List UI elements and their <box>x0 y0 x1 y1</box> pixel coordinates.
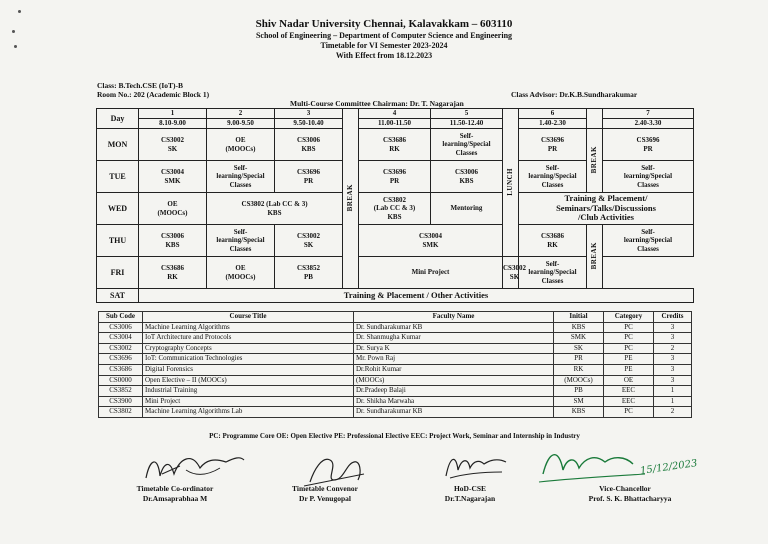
period-5: 5 <box>431 109 503 119</box>
day-tue: TUE <box>97 161 139 193</box>
timetable-grid <box>96 108 694 303</box>
thu-slot <box>359 225 503 257</box>
afternoon-break-label: BREAK <box>590 145 599 174</box>
cell-text: Mentoring <box>450 204 483 213</box>
cell-text: CS3802 (Lab CC & 3) KBS <box>241 200 308 217</box>
course-header-cell: Sub Code <box>99 312 143 323</box>
cell-text: Self- learning/Special Classes <box>442 132 491 157</box>
period-7: 7 <box>603 109 694 119</box>
mon-slot <box>431 129 503 161</box>
signature-hod <box>440 448 510 484</box>
course-cell: Dr. Shikha Marwaha <box>354 396 554 407</box>
course-cell: Dr. Sundharakumar KB <box>354 322 554 333</box>
morning-break <box>343 109 359 289</box>
cell-text: Self- learning/Special Classes <box>528 164 577 189</box>
day-thu: THU <box>97 225 139 257</box>
cell-text: Training & Placement/ Seminars/Talks/Discussions /Club Activities <box>556 192 656 223</box>
sat-activities: Training & Placement / Other Activities <box>139 289 694 303</box>
cell-text: CS3686 RK <box>161 264 184 281</box>
course-cell: PC <box>604 407 654 418</box>
course-header-cell: Credits <box>654 312 692 323</box>
course-cell: Dr. Sundharakumar KB <box>354 407 554 418</box>
mon-slot <box>275 129 343 161</box>
course-row <box>99 333 692 344</box>
tue-slot <box>431 161 503 193</box>
course-table <box>98 311 692 418</box>
course-header-cell: Course Title <box>143 312 354 323</box>
tue-slot <box>207 161 275 193</box>
course-cell: Industrial Training <box>143 386 354 397</box>
time-4: 11.00-11.50 <box>359 119 431 129</box>
fri-slot <box>207 257 275 289</box>
time-7: 2.40-3.30 <box>603 119 694 129</box>
coordinator-name: Dr.Amsaprabhaa M <box>142 494 208 503</box>
fri-slot <box>275 257 343 289</box>
course-row <box>99 386 692 397</box>
course-row <box>99 354 692 365</box>
fri-slot <box>139 257 207 289</box>
course-cell: 1 <box>654 386 692 397</box>
wed-slot <box>207 193 343 225</box>
signature-coordinator <box>140 448 250 488</box>
school-title: School of Engineering – Department of Computer Science and Engineering <box>255 31 513 40</box>
course-cell: Dr. Shanmugha Kumar <box>354 333 554 344</box>
class-label: Class: B.Tech.CSE (IoT)-B <box>97 81 183 90</box>
thu-slot <box>275 225 343 257</box>
course-cell: Dr. Surya K <box>354 343 554 354</box>
vc-name: Prof. S. K. Bhattacharyya <box>588 494 672 503</box>
period-1: 1 <box>139 109 207 119</box>
mon-slot <box>359 129 431 161</box>
coordinator-role: Timetable Co-ordinator <box>136 484 214 493</box>
course-cell: OE <box>604 375 654 386</box>
thu-slot <box>207 225 275 257</box>
day-mon: MON <box>97 129 139 161</box>
course-row <box>99 396 692 407</box>
cell-text: Self- learning/Special Classes <box>216 228 265 253</box>
course-header-cell: Faculty Name <box>354 312 554 323</box>
course-cell: 3 <box>654 333 692 344</box>
time-6: 1.40-2.30 <box>519 119 587 129</box>
course-cell: CS3852 <box>99 386 143 397</box>
course-cell: CS3006 <box>99 322 143 333</box>
cell-text: CS3002 SK <box>297 232 320 249</box>
cell-text: CS3696 PR <box>541 136 564 153</box>
period-3: 3 <box>275 109 343 119</box>
mon-slot <box>519 129 587 161</box>
course-cell: PC <box>604 343 654 354</box>
fri-slot <box>519 257 587 289</box>
cell-text: Mini Project <box>411 268 450 277</box>
course-cell: CS3686 <box>99 364 143 375</box>
course-cell: EEC <box>604 386 654 397</box>
time-1: 8.10-9.00 <box>139 119 207 129</box>
course-cell: CS3002 <box>99 343 143 354</box>
course-cell: PE <box>604 364 654 375</box>
cell-text: OE (MOOCs) <box>225 136 256 153</box>
cell-text: CS3686 RK <box>383 136 406 153</box>
lunch-label: LUNCH <box>506 167 515 196</box>
course-cell: RK <box>554 364 604 375</box>
afternoon-break-top <box>587 109 603 129</box>
course-cell: 3 <box>654 354 692 365</box>
wed-slot <box>139 193 207 225</box>
cell-text: OE (MOOCs) <box>225 264 256 281</box>
tue-slot <box>359 161 431 193</box>
course-cell: 3 <box>654 322 692 333</box>
cell-text: CS3696 PR <box>636 136 660 153</box>
cell-text: Self- learning/Special Classes <box>216 164 265 189</box>
vc-role: Vice-Chancellor <box>599 484 651 493</box>
course-cell: 2 <box>654 407 692 418</box>
vc-sign-date: 15/12/2023 <box>639 458 699 477</box>
thu-slot <box>139 225 207 257</box>
course-cell: Machine Learning Algorithms <box>143 322 354 333</box>
course-cell: Mr. Pown Raj <box>354 354 554 365</box>
class-advisor: Class Advisor: Dr.K.B.Sundharakumar <box>511 90 638 99</box>
course-cell: EEC <box>604 396 654 407</box>
committee-chairman: Multi-Course Committee Chairman: Dr. T. Nagarajan <box>290 99 464 108</box>
cell-text: Self- learning/Special Classes <box>623 228 673 253</box>
category-legend: PC: Programme Core OE: Open Elective PE: Professional Elective EEC: Project Work, Seminar and Internship in Industry <box>209 432 580 440</box>
day-wed: WED <box>97 193 139 225</box>
university-title: Shiv Nadar University Chennai, Kalavakkam – 603110 <box>255 18 513 30</box>
course-cell: CS3696 <box>99 354 143 365</box>
cell-text: CS3006 KBS <box>455 168 478 185</box>
course-cell: Mini Project <box>143 396 354 407</box>
time-2: 9.00-9.50 <box>207 119 275 129</box>
course-row <box>99 364 692 375</box>
course-cell: Dr.Rohit Kumar <box>354 364 554 375</box>
wed-slot <box>519 193 694 225</box>
period-4: 4 <box>359 109 431 119</box>
mon-slot <box>207 129 275 161</box>
course-cell: SMK <box>554 333 604 344</box>
course-cell: IoT Architecture and Protocols <box>143 333 354 344</box>
lunch-break <box>503 109 519 257</box>
afternoon-break-2 <box>587 225 603 289</box>
afternoon-break-label: BREAK <box>590 241 599 270</box>
course-cell: Machine Learning Algorithms Lab <box>143 407 354 418</box>
course-cell: PC <box>604 333 654 344</box>
course-cell: Cryptography Concepts <box>143 343 354 354</box>
course-cell: CS3900 <box>99 396 143 407</box>
mon-slot <box>603 129 694 161</box>
effect-date: With Effect from 18.12.2023 <box>335 51 433 60</box>
course-cell: (MOOCs) <box>354 375 554 386</box>
cell-text: Self- learning/Special Classes <box>623 164 673 189</box>
cell-text: CS3006 KBS <box>297 136 320 153</box>
wed-slot <box>359 193 431 225</box>
day-header: Day <box>97 109 139 129</box>
cell-text: CS3002 SK <box>161 136 184 153</box>
cell-text: Self- learning/Special Classes <box>528 260 577 285</box>
room-label: Room No.: 202 (Academic Block 1) <box>97 90 210 99</box>
course-cell: KBS <box>554 322 604 333</box>
course-row <box>99 322 692 333</box>
course-header-cell: Initial <box>554 312 604 323</box>
cell-text: CS3852 PB <box>297 264 320 281</box>
course-cell: PE <box>604 354 654 365</box>
cell-text: CS3004 SMK <box>161 168 184 185</box>
day-sat: SAT <box>97 289 139 303</box>
course-row <box>99 375 692 386</box>
course-cell: IoT: Communication Technologies <box>143 354 354 365</box>
course-cell: KBS <box>554 407 604 418</box>
morning-break-label: BREAK <box>346 183 355 212</box>
cell-text: OE (MOOCs) <box>157 200 188 217</box>
course-cell: SM <box>554 396 604 407</box>
timetable-title: Timetable for VI Semester 2023-2024 <box>320 41 448 50</box>
cell-text: CS3006 KBS <box>161 232 184 249</box>
thu-slot <box>519 225 587 257</box>
fri-slot <box>359 257 503 289</box>
time-5: 11.50-12.40 <box>431 119 503 129</box>
scan-speck <box>18 10 21 13</box>
course-cell: 3 <box>654 364 692 375</box>
course-cell: SK <box>554 343 604 354</box>
course-cell: 2 <box>654 343 692 354</box>
period-2: 2 <box>207 109 275 119</box>
course-cell: Dr.Pradeep Balaji <box>354 386 554 397</box>
cell-text: CS3002 SK <box>503 264 526 281</box>
period-6: 6 <box>519 109 587 119</box>
course-cell: (MOOCs) <box>554 375 604 386</box>
afternoon-break-1 <box>587 129 603 193</box>
course-table-header <box>99 312 692 323</box>
tue-slot <box>519 161 587 193</box>
course-header-cell: Category <box>604 312 654 323</box>
mon-slot <box>139 129 207 161</box>
cell-text: CS3004 SMK <box>419 232 442 249</box>
tue-slot <box>139 161 207 193</box>
course-cell: CS3802 <box>99 407 143 418</box>
course-row <box>99 343 692 354</box>
course-cell: Open Elective – II (MOOCs) <box>143 375 354 386</box>
convenor-role: Timetable Convenor <box>292 484 358 493</box>
course-row <box>99 407 692 418</box>
course-cell: CS0000 <box>99 375 143 386</box>
course-cell: 1 <box>654 396 692 407</box>
time-3: 9.50-10.40 <box>275 119 343 129</box>
course-cell: PR <box>554 354 604 365</box>
tue-slot <box>275 161 343 193</box>
cell-text: CS3696 PR <box>383 168 406 185</box>
cell-text: CS3696 PR <box>297 168 320 185</box>
cell-text: CS3686 RK <box>541 232 564 249</box>
course-cell: Digital Forensics <box>143 364 354 375</box>
hod-name: Dr.T.Nagarajan <box>444 494 496 503</box>
wed-slot <box>431 193 503 225</box>
cell-text: CS3802 (Lab CC & 3) KBS <box>373 196 416 221</box>
day-fri: FRI <box>97 257 139 289</box>
course-cell: 3 <box>654 375 692 386</box>
thu-slot <box>603 225 694 257</box>
tue-slot <box>603 161 694 193</box>
course-cell: PB <box>554 386 604 397</box>
course-cell: PC <box>604 322 654 333</box>
fri-slot <box>503 257 526 289</box>
course-cell: CS3004 <box>99 333 143 344</box>
convenor-name: Dr P. Venugopal <box>299 494 351 503</box>
hod-role: HoD-CSE <box>453 484 487 493</box>
